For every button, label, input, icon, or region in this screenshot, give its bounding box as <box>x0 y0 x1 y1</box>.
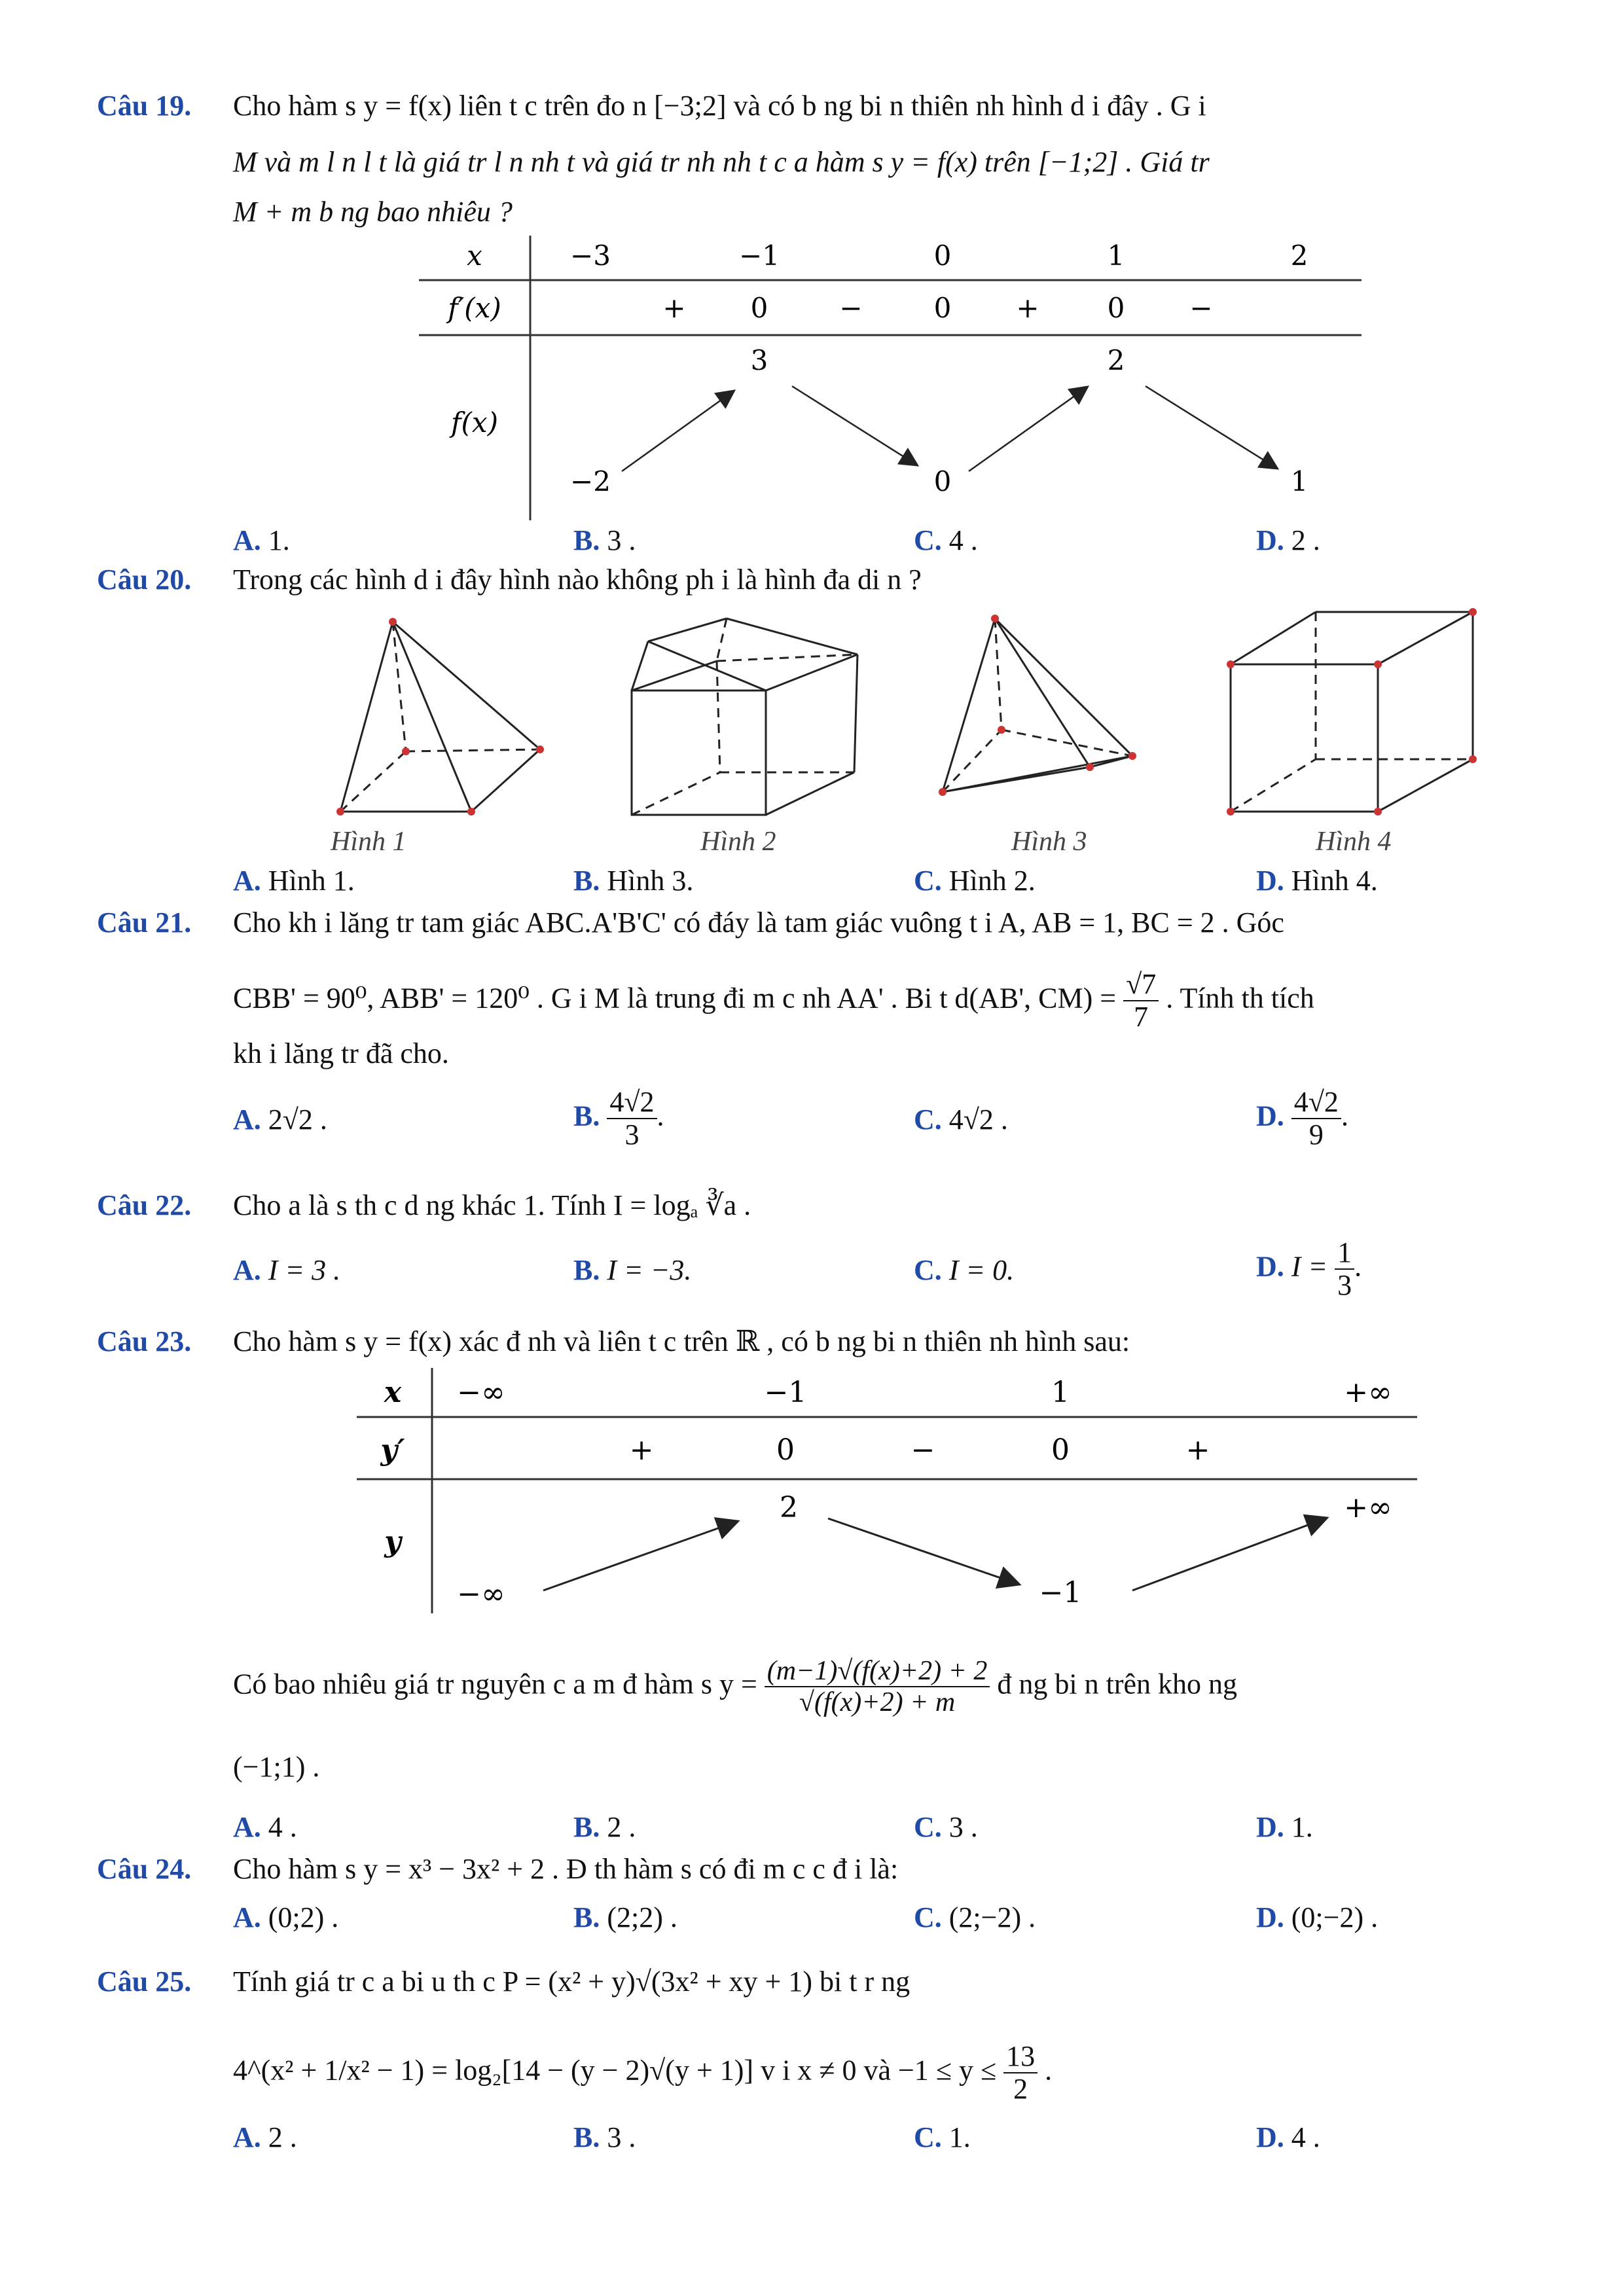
answer-options-q20 <box>233 864 1555 903</box>
figure-label: Hình 2 <box>700 827 776 857</box>
option-b[interactable]: B. Hình 3. <box>573 865 694 897</box>
table-cell: −1 <box>739 240 780 272</box>
table-cell: +∞ <box>1344 1376 1392 1409</box>
question-label: Câu 20. <box>97 564 192 596</box>
option-c[interactable]: C. Hình 2. <box>914 865 1036 897</box>
question-label: Câu 23. <box>97 1325 192 1357</box>
table-cell: f(x) <box>450 406 499 439</box>
figure-tetra <box>923 609 1159 825</box>
table-cell: 0 <box>750 292 768 324</box>
option-b[interactable]: B. I = −3. <box>573 1254 692 1286</box>
option-c[interactable]: C. I = 0. <box>914 1254 1015 1286</box>
table-cell: 1 <box>1290 465 1308 497</box>
table-cell: 2 <box>1107 344 1125 376</box>
answer-options-q25 <box>233 2121 1555 2160</box>
option-c[interactable]: C. 4 . <box>914 524 978 556</box>
option-a[interactable]: A. 1. <box>233 524 290 556</box>
question-25 <box>97 1962 1563 2119</box>
option-a[interactable]: A. (0;2) . <box>233 1901 339 1933</box>
option-c[interactable]: C. (2;−2) . <box>914 1901 1036 1933</box>
figure-label: Hình 3 <box>1011 827 1087 857</box>
question-24 <box>97 1850 1563 1889</box>
option-b[interactable]: B. (2;2) . <box>573 1901 677 1933</box>
question-text: Trong các hình d i đây hình nào không ph i là hình đa di n ? <box>233 564 922 596</box>
question-text: Tính giá tr c a bi u th c P = (x² + y)√(3x² + xy + 1) bi t r ng <box>233 1965 911 1998</box>
answer-options-q22 <box>233 1237 1555 1302</box>
question-text: CBB' = 90⁰, ABB' = 120⁰ . G i M là trung đi m c nh AA' . Bi t d(AB', CM) = $\frac{√7}{7}$ . Tính th tích <box>233 968 1314 1033</box>
question-22 <box>97 1186 1563 1225</box>
question-21 <box>97 903 1563 1073</box>
option-d[interactable]: D. 4 . <box>1256 2121 1320 2153</box>
table-cell: 3 <box>750 344 768 376</box>
option-d[interactable]: D. Hình 4. <box>1256 865 1378 897</box>
table-cell: 2 <box>1290 240 1308 272</box>
option-a[interactable]: A. 4 . <box>233 1811 297 1843</box>
table-cell: 1 <box>1107 240 1125 272</box>
answer-options-q24 <box>233 1901 1555 1940</box>
table-cell: y <box>384 1525 401 1558</box>
table-cell: 0 <box>1107 292 1125 324</box>
option-d[interactable]: D. I = $\frac{1}{3}$ . <box>1256 1236 1362 1302</box>
table-cell: + <box>1185 1433 1210 1467</box>
option-b[interactable]: B. 3 . <box>573 2121 636 2153</box>
answer-options-q21 <box>233 1086 1555 1158</box>
table-cell: − <box>911 1433 935 1467</box>
option-a[interactable]: A. I = 3 . <box>233 1254 341 1286</box>
figure-label: Hình 4 <box>1316 827 1392 857</box>
table-cell: −∞ <box>457 1577 505 1611</box>
option-d[interactable]: D. 2 . <box>1256 524 1320 556</box>
variation-table-q23 <box>357 1368 1430 1617</box>
question-label: Câu 24. <box>97 1853 192 1885</box>
table-cell: + <box>662 292 686 324</box>
table-cell: −1 <box>764 1376 807 1409</box>
table-cell: −2 <box>570 465 611 497</box>
figure-cube <box>1218 602 1492 825</box>
question-text: Có bao nhiêu giá tr nguyên c a m đ hàm s y = $\frac{(m-1)√(f(x)+2) + 2}{√(f(x)+2) + m}$ đ ng bi n trên kho ng <box>233 1656 1238 1718</box>
question-text: Cho a là s th c d ng khác 1. Tính I = logₐ ∛a . <box>233 1189 751 1221</box>
table-cell: y′ <box>380 1433 405 1467</box>
table-cell: −3 <box>570 240 611 272</box>
question-19 <box>97 86 1563 237</box>
table-cell: f′(x) <box>448 292 501 324</box>
table-cell: 0 <box>933 292 952 324</box>
question-20 <box>97 560 1563 600</box>
table-cell: 2 <box>780 1491 798 1524</box>
table-cell: + <box>629 1433 654 1467</box>
option-c[interactable]: C. 3 . <box>914 1811 978 1843</box>
option-c[interactable]: C. 1. <box>914 2121 971 2153</box>
question-23 <box>97 1322 1563 1361</box>
option-a[interactable]: A. 2 . <box>233 2121 297 2153</box>
option-d[interactable]: D. $\frac{4√2}{9}$ . <box>1256 1086 1348 1151</box>
table-cell: 1 <box>1051 1376 1070 1409</box>
question-text: Cho hàm s y = f(x) liên t c trên đo n [−3;2] và có b ng bi n thiên nh hình d i đây . G i <box>233 90 1206 122</box>
table-cell: 0 <box>776 1433 795 1467</box>
option-d[interactable]: D. 1. <box>1256 1811 1313 1843</box>
option-b[interactable]: B. 2 . <box>573 1811 636 1843</box>
option-b[interactable]: B. 3 . <box>573 524 636 556</box>
figure-pyramid <box>321 609 556 825</box>
table-cell: x <box>467 240 482 272</box>
table-cell: − <box>1189 292 1213 324</box>
question-text: M và m l n l t là giá tr l n nh t và giá tr nh nh t c a hàm s y = f(x) trên [−1;2] . Giá tr <box>233 146 1210 178</box>
question-text: Cho kh i lăng tr tam giác ABC.A'B'C' có đáy là tam giác vuông t i A, AB = 1, BC = 2 . Góc <box>233 906 1284 939</box>
option-c[interactable]: C. 4√2 . <box>914 1103 1008 1136</box>
table-cell: 0 <box>933 465 952 497</box>
table-cell: x <box>384 1376 402 1409</box>
option-a[interactable]: A. Hình 1. <box>233 865 355 897</box>
question-text: kh i lăng tr đã cho. <box>233 1037 449 1069</box>
table-cell: 0 <box>1051 1433 1070 1467</box>
question-label: Câu 19. <box>97 90 192 122</box>
table-cell: 0 <box>933 240 952 272</box>
question-text: Cho hàm s y = f(x) xác đ nh và liên t c trên ℝ , có b ng bi n thiên nh hình sau: <box>233 1325 1130 1357</box>
option-a[interactable]: A. 2√2 . <box>233 1103 327 1136</box>
table-cell: +∞ <box>1344 1491 1392 1524</box>
option-d[interactable]: D. (0;−2) . <box>1256 1901 1379 1933</box>
question-label: Câu 25. <box>97 1965 192 1998</box>
question-text: (−1;1) . <box>233 1751 320 1783</box>
question-text: 4^(x² + 1/x² − 1) = log₂[14 − (y − 2)√(y + 1)] v i x ≠ 0 và −1 ≤ y ≤ $\frac{13}{2}$ . <box>233 2040 1053 2106</box>
question-text: M + m b ng bao nhiêu ? <box>233 196 513 228</box>
variation-table-q19 <box>419 236 1368 524</box>
question-label: Câu 21. <box>97 906 192 939</box>
question-text: Cho hàm s y = x³ − 3x² + 2 . Đ th hàm s có đi m c c đ i là: <box>233 1853 899 1885</box>
table-cell: −∞ <box>457 1376 505 1409</box>
table-cell: −1 <box>1039 1576 1082 1609</box>
figure-house <box>622 612 884 821</box>
option-b[interactable]: B. $\frac{4√2}{3}$ . <box>573 1086 664 1151</box>
table-cell: − <box>839 292 863 324</box>
figure-label: Hình 1 <box>331 827 406 857</box>
question-23-cont <box>97 1636 1563 1793</box>
question-label: Câu 22. <box>97 1189 192 1221</box>
answer-options-q19 <box>233 524 1555 563</box>
table-cell: + <box>1016 292 1039 324</box>
answer-options-q23 <box>233 1810 1555 1850</box>
